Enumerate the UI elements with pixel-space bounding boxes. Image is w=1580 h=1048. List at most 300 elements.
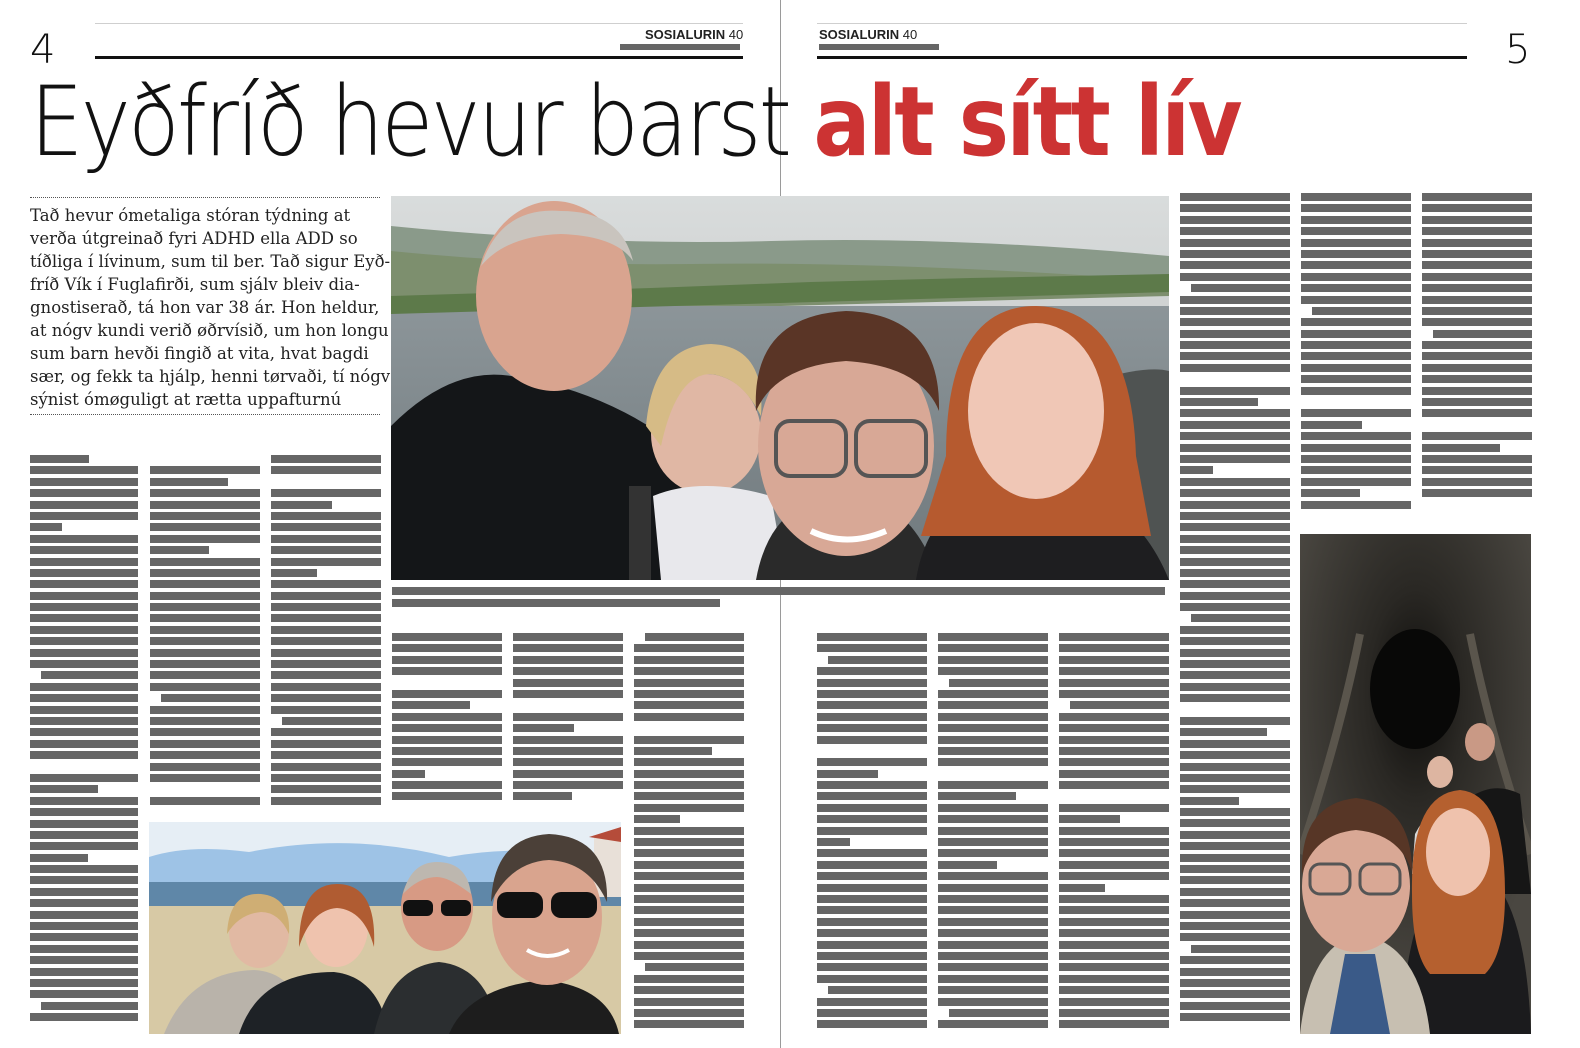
- text-line-placeholder: [938, 701, 1048, 709]
- lead-line: Tað hevur ómetaliga stóran týdning at: [30, 206, 351, 225]
- text-line-placeholder: [1180, 501, 1290, 509]
- text-line-placeholder: [1059, 644, 1169, 652]
- text-line-placeholder: [817, 679, 927, 687]
- text-line-placeholder: [817, 906, 927, 914]
- text-line-placeholder: [1180, 990, 1290, 998]
- text-line-placeholder: [1422, 318, 1532, 326]
- text-line-placeholder: [938, 656, 1048, 664]
- text-line-placeholder: [1059, 849, 1169, 857]
- text-line-placeholder: [938, 827, 1048, 835]
- text-line-placeholder: [392, 644, 502, 652]
- lead-line: sýnist ómøguligt at rætta uppafturnú: [30, 390, 342, 409]
- text-line-placeholder: [150, 717, 260, 725]
- text-line-placeholder: [938, 804, 1048, 812]
- text-line-placeholder: [1180, 216, 1290, 224]
- text-line-placeholder: [392, 690, 502, 698]
- text-line-placeholder: [1180, 740, 1290, 748]
- text-line-placeholder: [1433, 330, 1532, 338]
- text-line-placeholder: [1180, 558, 1290, 566]
- text-line-placeholder: [634, 929, 744, 937]
- text-line-placeholder: [1059, 906, 1169, 914]
- text-line-placeholder: [513, 690, 623, 698]
- text-line-placeholder: [1180, 603, 1290, 611]
- text-line-placeholder: [271, 751, 381, 759]
- text-line-placeholder: [1059, 872, 1169, 880]
- text-line-placeholder: [1301, 478, 1411, 486]
- header-rule-top-right: [817, 23, 1467, 24]
- body-text-column: [1422, 193, 1532, 503]
- text-line-placeholder: [1422, 432, 1532, 440]
- text-line-placeholder: [392, 736, 502, 744]
- text-line-placeholder: [1422, 398, 1532, 406]
- text-line-placeholder: [30, 922, 138, 930]
- text-line-placeholder: [817, 690, 927, 698]
- text-line-placeholder: [1180, 1013, 1290, 1021]
- text-line-placeholder: [1301, 352, 1411, 360]
- text-line-placeholder: [150, 797, 260, 805]
- text-line-placeholder: [634, 918, 744, 926]
- text-line-placeholder: [1059, 1020, 1169, 1028]
- text-line-placeholder: [1422, 261, 1532, 269]
- text-line-placeholder: [645, 963, 744, 971]
- text-line-placeholder: [938, 1020, 1048, 1028]
- text-line-placeholder: [1180, 204, 1290, 212]
- text-line-placeholder: [1180, 193, 1290, 201]
- text-line-placeholder: [1180, 227, 1290, 235]
- text-line-placeholder: [1180, 535, 1290, 543]
- text-line-placeholder: [30, 626, 138, 634]
- text-line-placeholder: [271, 763, 381, 771]
- text-line-placeholder: [1180, 466, 1213, 474]
- text-line-placeholder: [30, 797, 138, 805]
- text-line-placeholder: [30, 694, 138, 702]
- text-line-placeholder: [938, 781, 1048, 789]
- text-line-placeholder: [282, 717, 381, 725]
- text-line-placeholder: [30, 933, 138, 941]
- text-line-placeholder: [1059, 736, 1169, 744]
- text-line-placeholder: [1180, 523, 1290, 531]
- text-line-placeholder: [271, 466, 381, 474]
- text-line-placeholder: [1301, 466, 1411, 474]
- text-line-placeholder: [150, 603, 260, 611]
- text-line-placeholder: [30, 512, 138, 520]
- text-line-placeholder: [938, 941, 1048, 949]
- text-line-placeholder: [938, 724, 1048, 732]
- text-line-placeholder: [1422, 478, 1532, 486]
- body-text-column: [817, 633, 927, 1036]
- text-line-placeholder: [30, 831, 138, 839]
- text-line-placeholder: [1422, 204, 1532, 212]
- text-line-placeholder: [150, 740, 260, 748]
- text-line-placeholder: [1059, 952, 1169, 960]
- lead-rule-top: [30, 197, 380, 198]
- text-line-placeholder: [1301, 250, 1411, 258]
- body-text-column: [634, 633, 744, 1036]
- text-line-placeholder: [150, 546, 209, 554]
- text-line-placeholder: [1180, 899, 1290, 907]
- text-line-placeholder: [1180, 922, 1290, 930]
- text-line-placeholder: [150, 649, 260, 657]
- text-line-placeholder: [1180, 364, 1290, 372]
- brand-name: SOSIALURIN: [819, 27, 900, 42]
- beach-photo: [149, 822, 621, 1034]
- text-line-placeholder: [1191, 945, 1290, 953]
- text-line-placeholder: [634, 906, 744, 914]
- text-line-placeholder: [938, 713, 1048, 721]
- text-line-placeholder: [817, 952, 927, 960]
- header-rule-top-left: [95, 23, 743, 24]
- brand-issue: 40: [902, 27, 918, 42]
- text-line-placeholder: [30, 455, 89, 463]
- caption-line-1: [392, 587, 1165, 595]
- text-line-placeholder: [150, 478, 228, 486]
- text-line-placeholder: [30, 1013, 138, 1021]
- text-line-placeholder: [513, 633, 623, 641]
- body-text-column: [938, 633, 1048, 1036]
- text-line-placeholder: [1180, 592, 1290, 600]
- text-line-placeholder: [1301, 318, 1411, 326]
- text-line-placeholder: [1422, 364, 1532, 372]
- text-line-placeholder: [1059, 804, 1169, 812]
- text-line-placeholder: [1180, 751, 1290, 759]
- text-line-placeholder: [1191, 614, 1290, 622]
- text-line-placeholder: [1180, 250, 1290, 258]
- text-line-placeholder: [30, 603, 138, 611]
- text-line-placeholder: [817, 815, 927, 823]
- text-line-placeholder: [949, 1009, 1048, 1017]
- text-line-placeholder: [41, 1002, 138, 1010]
- text-line-placeholder: [1180, 546, 1290, 554]
- text-line-placeholder: [1059, 884, 1105, 892]
- text-line-placeholder: [150, 580, 260, 588]
- text-line-placeholder: [1059, 861, 1169, 869]
- body-text-column: [513, 633, 623, 813]
- text-line-placeholder: [271, 614, 381, 622]
- text-line-placeholder: [1180, 273, 1290, 281]
- text-line-placeholder: [150, 626, 260, 634]
- text-line-placeholder: [817, 804, 927, 812]
- text-line-placeholder: [30, 546, 138, 554]
- text-line-placeholder: [828, 656, 927, 664]
- text-line-placeholder: [1180, 352, 1290, 360]
- text-line-placeholder: [1180, 694, 1290, 702]
- text-line-placeholder: [1059, 770, 1169, 778]
- text-line-placeholder: [271, 580, 381, 588]
- text-line-placeholder: [817, 872, 927, 880]
- text-line-placeholder: [1059, 781, 1169, 789]
- text-line-placeholder: [817, 998, 927, 1006]
- text-line-placeholder: [634, 679, 744, 687]
- text-line-placeholder: [634, 1020, 744, 1028]
- text-line-placeholder: [634, 690, 744, 698]
- text-line-placeholder: [1059, 690, 1169, 698]
- body-text-column: [271, 455, 381, 811]
- text-line-placeholder: [392, 701, 470, 709]
- text-line-placeholder: [634, 849, 744, 857]
- text-line-placeholder: [150, 558, 260, 566]
- brand-name: SOSIALURIN: [645, 27, 726, 42]
- text-line-placeholder: [1180, 398, 1258, 406]
- text-line-placeholder: [271, 592, 381, 600]
- text-line-placeholder: [1059, 986, 1169, 994]
- text-line-placeholder: [1180, 432, 1290, 440]
- text-line-placeholder: [1180, 261, 1290, 269]
- text-line-placeholder: [30, 649, 138, 657]
- text-line-placeholder: [1180, 409, 1290, 417]
- main-photo: [391, 196, 1169, 580]
- text-line-placeholder: [271, 569, 317, 577]
- lead-paragraph: [30, 204, 391, 411]
- text-line-placeholder: [634, 770, 744, 778]
- text-line-placeholder: [30, 580, 138, 588]
- text-line-placeholder: [1059, 656, 1169, 664]
- text-line-placeholder: [513, 644, 623, 652]
- text-line-placeholder: [1422, 239, 1532, 247]
- text-line-placeholder: [1422, 466, 1532, 474]
- text-line-placeholder: [938, 918, 1048, 926]
- text-line-placeholder: [30, 854, 88, 862]
- text-line-placeholder: [1180, 660, 1290, 668]
- text-line-placeholder: [828, 986, 927, 994]
- lead-line: sum barn hevði fingið at vita, hvat bagdi: [30, 344, 369, 363]
- text-line-placeholder: [1422, 409, 1532, 417]
- lead-line: gnostiserað, tá hon var 38 ár. Hon heldur,: [30, 298, 380, 317]
- text-line-placeholder: [271, 694, 381, 702]
- text-line-placeholder: [30, 489, 138, 497]
- text-line-placeholder: [513, 656, 623, 664]
- text-line-placeholder: [30, 876, 138, 884]
- text-line-placeholder: [1059, 667, 1169, 675]
- text-line-placeholder: [634, 827, 744, 835]
- text-line-placeholder: [271, 649, 381, 657]
- text-line-placeholder: [150, 637, 260, 645]
- text-line-placeholder: [817, 724, 927, 732]
- text-line-placeholder: [513, 792, 572, 800]
- text-line-placeholder: [271, 740, 381, 748]
- text-line-placeholder: [1301, 489, 1360, 497]
- text-line-placeholder: [513, 781, 623, 789]
- text-line-placeholder: [150, 592, 260, 600]
- text-line-placeholder: [817, 644, 927, 652]
- text-line-placeholder: [161, 694, 260, 702]
- text-line-placeholder: [1180, 911, 1290, 919]
- text-line-placeholder: [30, 535, 138, 543]
- text-line-placeholder: [271, 660, 381, 668]
- text-line-placeholder: [634, 667, 744, 675]
- text-line-placeholder: [271, 626, 381, 634]
- text-line-placeholder: [938, 633, 1048, 641]
- text-line-placeholder: [1180, 854, 1290, 862]
- text-line-placeholder: [30, 466, 138, 474]
- text-line-placeholder: [938, 690, 1048, 698]
- text-line-placeholder: [1422, 489, 1532, 497]
- text-line-placeholder: [1301, 273, 1411, 281]
- text-line-placeholder: [634, 792, 744, 800]
- text-line-placeholder: [392, 792, 502, 800]
- text-line-placeholder: [938, 815, 1048, 823]
- text-line-placeholder: [513, 758, 623, 766]
- text-line-placeholder: [1059, 929, 1169, 937]
- text-line-placeholder: [817, 758, 927, 766]
- text-line-placeholder: [1180, 239, 1290, 247]
- text-line-placeholder: [1059, 827, 1169, 835]
- text-line-placeholder: [1180, 831, 1290, 839]
- text-line-placeholder: [271, 637, 381, 645]
- text-line-placeholder: [634, 975, 744, 983]
- header-rule-left: [95, 56, 743, 59]
- text-line-placeholder: [938, 747, 1048, 755]
- text-line-placeholder: [30, 569, 138, 577]
- text-line-placeholder: [817, 736, 927, 744]
- text-line-placeholder: [1180, 876, 1290, 884]
- text-line-placeholder: [634, 998, 744, 1006]
- brand-issue: 40: [728, 27, 744, 42]
- text-line-placeholder: [30, 637, 138, 645]
- text-line-placeholder: [817, 941, 927, 949]
- body-text-column: [1059, 633, 1169, 1036]
- text-line-placeholder: [30, 774, 138, 782]
- text-line-placeholder: [1301, 455, 1411, 463]
- text-line-placeholder: [392, 656, 502, 664]
- text-line-placeholder: [634, 758, 744, 766]
- text-line-placeholder: [150, 569, 260, 577]
- text-line-placeholder: [513, 667, 623, 675]
- text-line-placeholder: [634, 838, 744, 846]
- text-line-placeholder: [30, 899, 138, 907]
- tunnel-photo: [1300, 534, 1531, 1034]
- text-line-placeholder: [817, 713, 927, 721]
- text-line-placeholder: [1422, 375, 1532, 383]
- text-line-placeholder: [392, 758, 502, 766]
- text-line-placeholder: [30, 706, 138, 714]
- text-line-placeholder: [817, 667, 927, 675]
- text-line-placeholder: [30, 820, 138, 828]
- text-line-placeholder: [1301, 341, 1411, 349]
- lead-line: at nógv kundi verið øðrvísið, um hon longu: [30, 321, 389, 340]
- text-line-placeholder: [634, 872, 744, 880]
- text-line-placeholder: [30, 842, 138, 850]
- text-line-placeholder: [513, 747, 623, 755]
- text-line-placeholder: [938, 644, 1048, 652]
- text-line-placeholder: [1422, 444, 1500, 452]
- text-line-placeholder: [634, 804, 744, 812]
- text-line-placeholder: [271, 489, 381, 497]
- text-line-placeholder: [30, 501, 138, 509]
- text-line-placeholder: [1422, 273, 1532, 281]
- text-line-placeholder: [1180, 888, 1290, 896]
- text-line-placeholder: [1059, 1009, 1169, 1017]
- text-line-placeholder: [1422, 307, 1532, 315]
- text-line-placeholder: [271, 512, 381, 520]
- text-line-placeholder: [817, 918, 927, 926]
- headline: [30, 66, 1240, 178]
- text-line-placeholder: [1180, 774, 1290, 782]
- caption-line-2: [392, 599, 720, 607]
- text-line-placeholder: [817, 827, 927, 835]
- body-text-column: [30, 455, 138, 1035]
- text-line-placeholder: [817, 929, 927, 937]
- text-line-placeholder: [1059, 963, 1169, 971]
- text-line-placeholder: [938, 861, 997, 869]
- text-line-placeholder: [1059, 918, 1169, 926]
- text-line-placeholder: [41, 671, 138, 679]
- text-line-placeholder: [392, 770, 425, 778]
- lead-line: tíðliga í lívinum, sum til ber. Tað sigur Eyð-: [30, 252, 391, 271]
- text-line-placeholder: [30, 808, 138, 816]
- body-text-column: [1180, 193, 1290, 1036]
- text-line-placeholder: [150, 671, 260, 679]
- text-line-placeholder: [1301, 261, 1411, 269]
- text-line-placeholder: [1180, 785, 1290, 793]
- text-line-placeholder: [1180, 444, 1290, 452]
- text-line-placeholder: [1301, 501, 1411, 509]
- text-line-placeholder: [392, 781, 502, 789]
- text-line-placeholder: [938, 986, 1048, 994]
- text-line-placeholder: [1180, 865, 1290, 873]
- lead-line: fríð Vík í Fuglafirði, sum sjálv bleiv dia-: [30, 275, 360, 294]
- text-line-placeholder: [1180, 489, 1290, 497]
- text-line-placeholder: [1312, 307, 1411, 315]
- page-number-left: 4: [30, 27, 56, 73]
- text-line-placeholder: [634, 895, 744, 903]
- text-line-placeholder: [1301, 330, 1411, 338]
- text-line-placeholder: [30, 683, 138, 691]
- text-line-placeholder: [1422, 296, 1532, 304]
- text-line-placeholder: [817, 884, 927, 892]
- text-line-placeholder: [1180, 512, 1290, 520]
- text-line-placeholder: [938, 792, 1016, 800]
- text-line-placeholder: [817, 975, 927, 983]
- text-line-placeholder: [949, 679, 1048, 687]
- text-line-placeholder: [271, 455, 381, 463]
- lead-line: verða útgreinað fyri ADHD ella ADD so: [30, 229, 358, 248]
- text-line-placeholder: [634, 713, 744, 721]
- text-line-placeholder: [1180, 979, 1290, 987]
- text-line-placeholder: [645, 633, 744, 641]
- text-line-placeholder: [271, 706, 381, 714]
- text-line-placeholder: [271, 603, 381, 611]
- text-line-placeholder: [1301, 239, 1411, 247]
- text-line-placeholder: [30, 728, 138, 736]
- text-line-placeholder: [817, 838, 850, 846]
- text-line-placeholder: [1180, 626, 1290, 634]
- text-line-placeholder: [1180, 1002, 1290, 1010]
- text-line-placeholder: [1422, 216, 1532, 224]
- text-line-placeholder: [392, 747, 502, 755]
- text-line-placeholder: [271, 671, 381, 679]
- text-line-placeholder: [938, 849, 1048, 857]
- text-line-placeholder: [938, 667, 1048, 675]
- text-line-placeholder: [1059, 679, 1169, 687]
- text-line-placeholder: [1059, 895, 1169, 903]
- text-line-placeholder: [1301, 227, 1411, 235]
- text-line-placeholder: [1180, 797, 1239, 805]
- text-line-placeholder: [817, 849, 927, 857]
- text-line-placeholder: [1301, 364, 1411, 372]
- text-line-placeholder: [1180, 421, 1290, 429]
- text-line-placeholder: [30, 968, 138, 976]
- text-line-placeholder: [938, 929, 1048, 937]
- text-line-placeholder: [634, 952, 744, 960]
- text-line-placeholder: [1422, 387, 1532, 395]
- text-line-placeholder: [30, 740, 138, 748]
- text-line-placeholder: [938, 872, 1048, 880]
- text-line-placeholder: [30, 785, 98, 793]
- text-line-placeholder: [1059, 975, 1169, 983]
- header-bar-right: [819, 44, 939, 50]
- text-line-placeholder: [1059, 747, 1169, 755]
- running-header-left: [645, 28, 743, 42]
